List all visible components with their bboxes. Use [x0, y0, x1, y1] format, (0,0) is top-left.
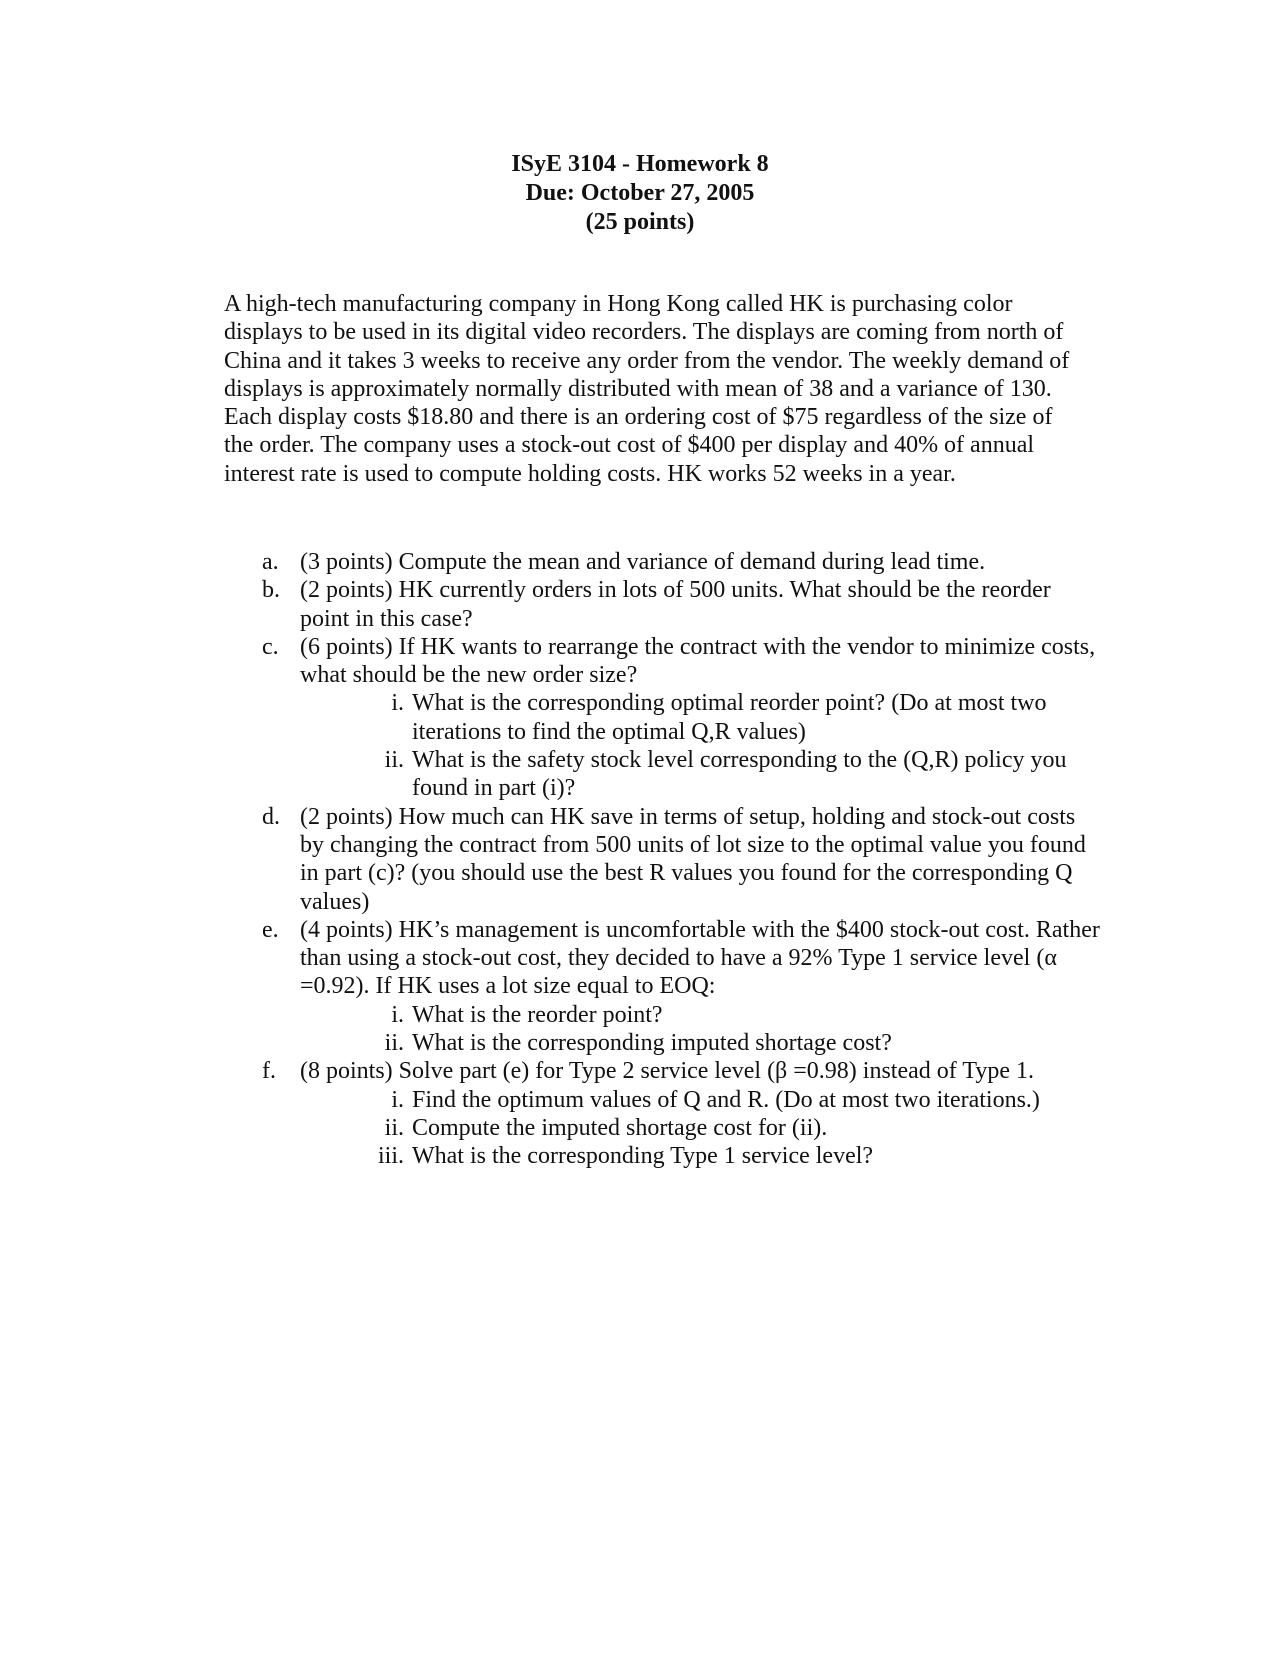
question-letter: d. [262, 803, 280, 830]
subquestion-text: What is the reorder point? [412, 1001, 663, 1028]
total-points: (25 points) [585, 209, 695, 235]
question-text: (2 points) HK currently orders in lots of 500 units. What should be the reorder point in this case? [300, 577, 1051, 632]
problem-statement [224, 290, 1074, 488]
subquestion-number: ii. [384, 747, 404, 774]
subquestion-number: i. [391, 1001, 404, 1028]
subquestion [224, 1142, 1104, 1170]
subquestion [224, 1114, 1104, 1142]
question-c-subparts [224, 689, 1104, 802]
question-letter: b. [262, 577, 280, 604]
question-letter: a. [262, 549, 279, 575]
subquestion-number: ii. [384, 1030, 404, 1057]
question-letter: e. [262, 916, 279, 943]
subquestion-text: Find the optimum values of Q and R. (Do at most two iterations.) [412, 1086, 1040, 1113]
question-c [224, 633, 1104, 690]
subquestion-text: What is the corresponding optimal reorder point? (Do at most two iterations to find the optimal Q,R values) [412, 690, 1047, 745]
question-d [224, 803, 1104, 916]
subquestion-number: i. [391, 690, 404, 717]
question-b [224, 576, 1104, 633]
question-letter: f. [262, 1058, 276, 1085]
document-header [0, 150, 1280, 237]
question-list [224, 548, 1104, 1171]
subquestion-text: What is the safety stock level corresponding to the (Q,R) policy you found in part (i)? [412, 747, 1067, 802]
question-text: (6 points) If HK wants to rearrange the contract with the vendor to minimize costs, what should be the new order size? [300, 633, 1096, 689]
question-text: (2 points) How much can HK save in terms of setup, holding and stock-out costs by changing the contract from 500 units of lot size to the optimal value you found in part (c)? (you should use the best R values you found for the corresponding Q values) [300, 803, 1086, 915]
subquestion-number: iii. [377, 1143, 404, 1170]
subquestion-text: What is the corresponding Type 1 service level? [412, 1143, 874, 1170]
subquestion-number: i. [391, 1086, 404, 1113]
subquestion-number: ii. [384, 1114, 404, 1141]
due-date: Due: October 27, 2005 [525, 180, 755, 206]
question-f [224, 1057, 1104, 1085]
document-title: ISyE 3104 - Homework 8 [511, 151, 769, 177]
subquestion-text: What is the corresponding imputed shortage cost? [412, 1030, 892, 1057]
intro-paragraph: A high-tech manufacturing company in Hong Kong called HK is purchasing color displays to be used in its digital video recorders. The displays are coming from north of China and it takes 3 weeks to receive any order from the vendor. The weekly demand of displays is approximately normally distributed with mean of 38 and a variance of 130. Each display costs $18.80 and there is an ordering cost of $75 regardless of the size of the order. The company uses a stock-out cost of $400 per display and 40% of annual interest rate is used to compute holding costs. HK works 52 weeks in a year. [224, 291, 1070, 487]
subquestion-text: Compute the imputed shortage cost for (ii). [412, 1114, 828, 1141]
subquestion [224, 689, 1104, 746]
question-e-subparts [224, 1001, 1104, 1058]
question-e [224, 916, 1104, 1001]
question-a [224, 548, 1104, 576]
subquestion [224, 1086, 1104, 1114]
question-text: (3 points) Compute the mean and variance of demand during lead time. [300, 549, 986, 575]
subquestion [224, 746, 1104, 803]
question-text: (4 points) HK’s management is uncomfortable with the $400 stock-out cost. Rather than using a stock-out cost, they decided to have a 92% Type 1 service level (α =0.92). If HK uses a lot size equal to EOQ: [300, 916, 1100, 1000]
subquestion [224, 1001, 1104, 1029]
question-letter: c. [262, 633, 279, 660]
subquestion [224, 1029, 1104, 1057]
question-text: (8 points) Solve part (e) for Type 2 service level (β =0.98) instead of Type 1. [300, 1058, 1034, 1085]
question-f-subparts [224, 1086, 1104, 1171]
